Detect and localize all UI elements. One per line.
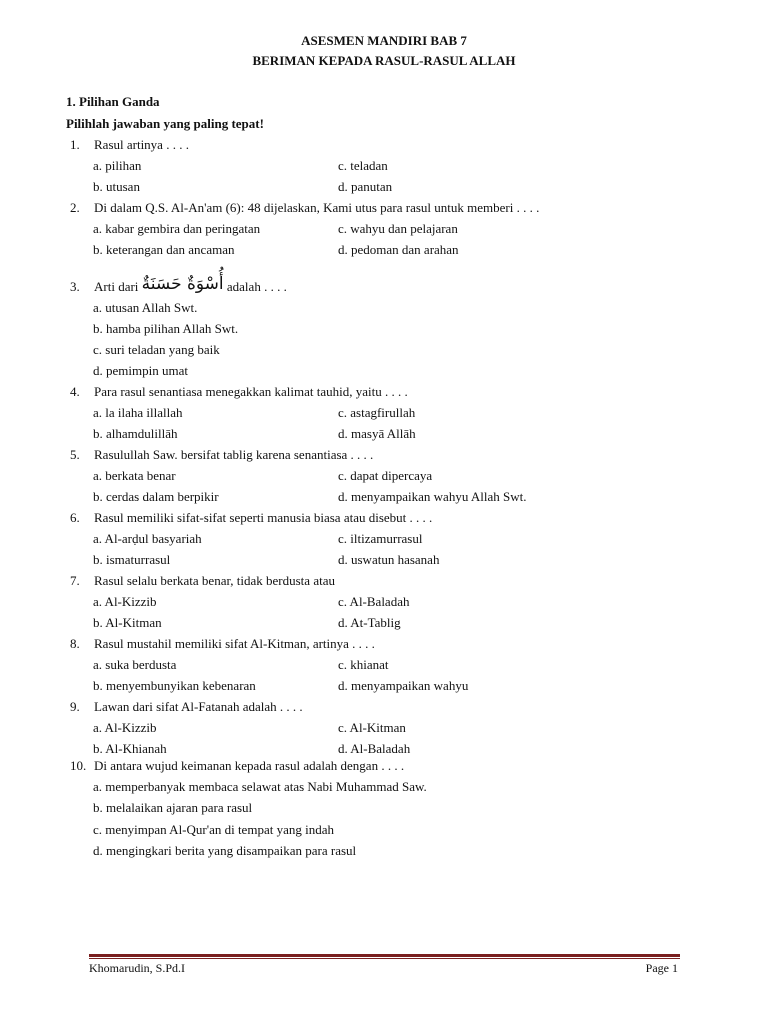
option-5b: b. cerdas dalam berpikir <box>93 489 219 504</box>
question-text-post: adalah . . . . <box>226 279 287 294</box>
option-1d: d. panutan <box>338 179 393 194</box>
option-10d: d. mengingkari berita yang disampaikan para rasul <box>93 843 357 858</box>
option-10a: a. memperbanyak membaca selawat atas Nabi Muhammad Saw. <box>93 779 427 794</box>
option-9c: c. Al-Kitman <box>338 720 406 735</box>
option-7d: d. At-Tablig <box>338 615 401 630</box>
option-6b: b. ismaturrasul <box>93 552 171 567</box>
option-2a: a. kabar gembira dan peringatan <box>93 221 261 236</box>
option-9a: a. Al-Kizzib <box>93 720 157 735</box>
question-5: 5. Rasulullah Saw. bersifat tablig karena senantiasa . . . . <box>70 447 374 462</box>
question-4: 4. Para rasul senantiasa menegakkan kalimat tauhid, yaitu . . . . <box>70 384 408 399</box>
question-text-pre: Arti dari <box>94 279 139 294</box>
question-text: Rasulullah Saw. bersifat tablig karena senantiasa . . . . <box>94 447 374 462</box>
option-6a: a. Al-arḍul basyariah <box>93 531 202 546</box>
question-6: 6. Rasul memiliki sifat-sifat seperti manusia biasa atau disebut . . . . <box>70 510 433 525</box>
option-1b: b. utusan <box>93 179 140 194</box>
option-2d: d. pedoman dan arahan <box>338 242 459 257</box>
question-8: 8. Rasul mustahil memiliki sifat Al-Kitman, artinya . . . . <box>70 636 375 651</box>
option-1a: a. pilihan <box>93 158 142 173</box>
option-3c: c. suri teladan yang baik <box>93 342 220 357</box>
option-4c: c. astagfirullah <box>338 405 416 420</box>
option-6c: c. iltizamurrasul <box>338 531 423 546</box>
question-2: 2. Di dalam Q.S. Al-An'am (6): 48 dijelaskan, Kami utus para rasul untuk memberi . . . . <box>70 200 540 215</box>
option-4b: b. alhamdulillāh <box>93 426 178 441</box>
option-8a: a. suka berdusta <box>93 657 177 672</box>
question-text: Rasul mustahil memiliki sifat Al-Kitman, artinya . . . . <box>94 636 375 651</box>
option-4d: d. masyā Allāh <box>338 426 416 441</box>
document-subtitle: BERIMAN KEPADA RASUL-RASUL ALLAH <box>252 53 516 68</box>
option-7b: b. Al-Kitman <box>93 615 162 630</box>
section-heading: 1. Pilihan Ganda <box>66 94 160 109</box>
question-text: Lawan dari sifat Al-Fatanah adalah . . . . <box>94 699 303 714</box>
option-3a: a. utusan Allah Swt. <box>93 300 198 315</box>
arabic-phrase: أُسْوَةٌ حَسَنَةٌ <box>141 274 224 294</box>
option-10c: c. menyimpan Al-Qur'an di tempat yang indah <box>93 822 334 837</box>
question-1: 1. Rasul artinya . . . . <box>70 137 189 152</box>
option-1c: c. teladan <box>338 158 388 173</box>
option-9d: d. Al-Baladah <box>338 741 411 756</box>
question-text: Rasul artinya . . . . <box>94 137 189 152</box>
document-title: ASESMEN MANDIRI BAB 7 <box>301 33 467 48</box>
option-9b: b. Al-Khianah <box>93 741 167 756</box>
option-8b: b. menyembunyikan kebenaran <box>93 678 256 693</box>
option-8c: c. khianat <box>338 657 389 672</box>
footer-divider-thin <box>89 958 680 959</box>
question-text: Di antara wujud keimanan kepada rasul adalah dengan . . . . <box>94 758 405 773</box>
question-9: 9. Lawan dari sifat Al-Fatanah adalah . . . . <box>70 699 303 714</box>
option-7a: a. Al-Kizzib <box>93 594 157 609</box>
question-text: Di dalam Q.S. Al-An'am (6): 48 dijelaskan, Kami utus para rasul untuk memberi . . . . <box>94 200 540 215</box>
option-4a: a. la ilaha illallah <box>93 405 183 420</box>
question-7: 7. Rasul selalu berkata benar, tidak berdusta atau <box>70 573 335 588</box>
option-7c: c. Al-Baladah <box>338 594 410 609</box>
question-10: 10. Di antara wujud keimanan kepada rasul adalah dengan . . . . <box>70 758 405 773</box>
option-2b: b. keterangan dan ancaman <box>93 242 235 257</box>
option-5d: d. menyampaikan wahyu Allah Swt. <box>338 489 527 504</box>
option-3d: d. pemimpin umat <box>93 363 188 378</box>
footer-divider <box>89 954 680 957</box>
option-10b: b. melalaikan ajaran para rasul <box>93 800 253 815</box>
option-5c: c. dapat dipercaya <box>338 468 433 483</box>
footer-author: Khomarudin, S.Pd.I <box>89 961 185 975</box>
question-text: Rasul memiliki sifat-sifat seperti manusia biasa atau disebut . . . . <box>94 510 433 525</box>
option-6d: d. uswatun hasanah <box>338 552 440 567</box>
question-text: Rasul selalu berkata benar, tidak berdusta atau <box>94 573 335 588</box>
section-instruction: Pilihlah jawaban yang paling tepat! <box>66 116 264 131</box>
question-text: Para rasul senantiasa menegakkan kalimat tauhid, yaitu . . . . <box>94 384 408 399</box>
option-8d: d. menyampaikan wahyu <box>338 678 469 693</box>
option-3b: b. hamba pilihan Allah Swt. <box>93 321 239 336</box>
footer-page-number: Page 1 <box>645 961 678 975</box>
option-2c: c. wahyu dan pelajaran <box>338 221 458 236</box>
question-3: 3. Arti dari أُسْوَةٌ حَسَنَةٌ adalah . . . . <box>70 274 287 294</box>
option-5a: a. berkata benar <box>93 468 176 483</box>
